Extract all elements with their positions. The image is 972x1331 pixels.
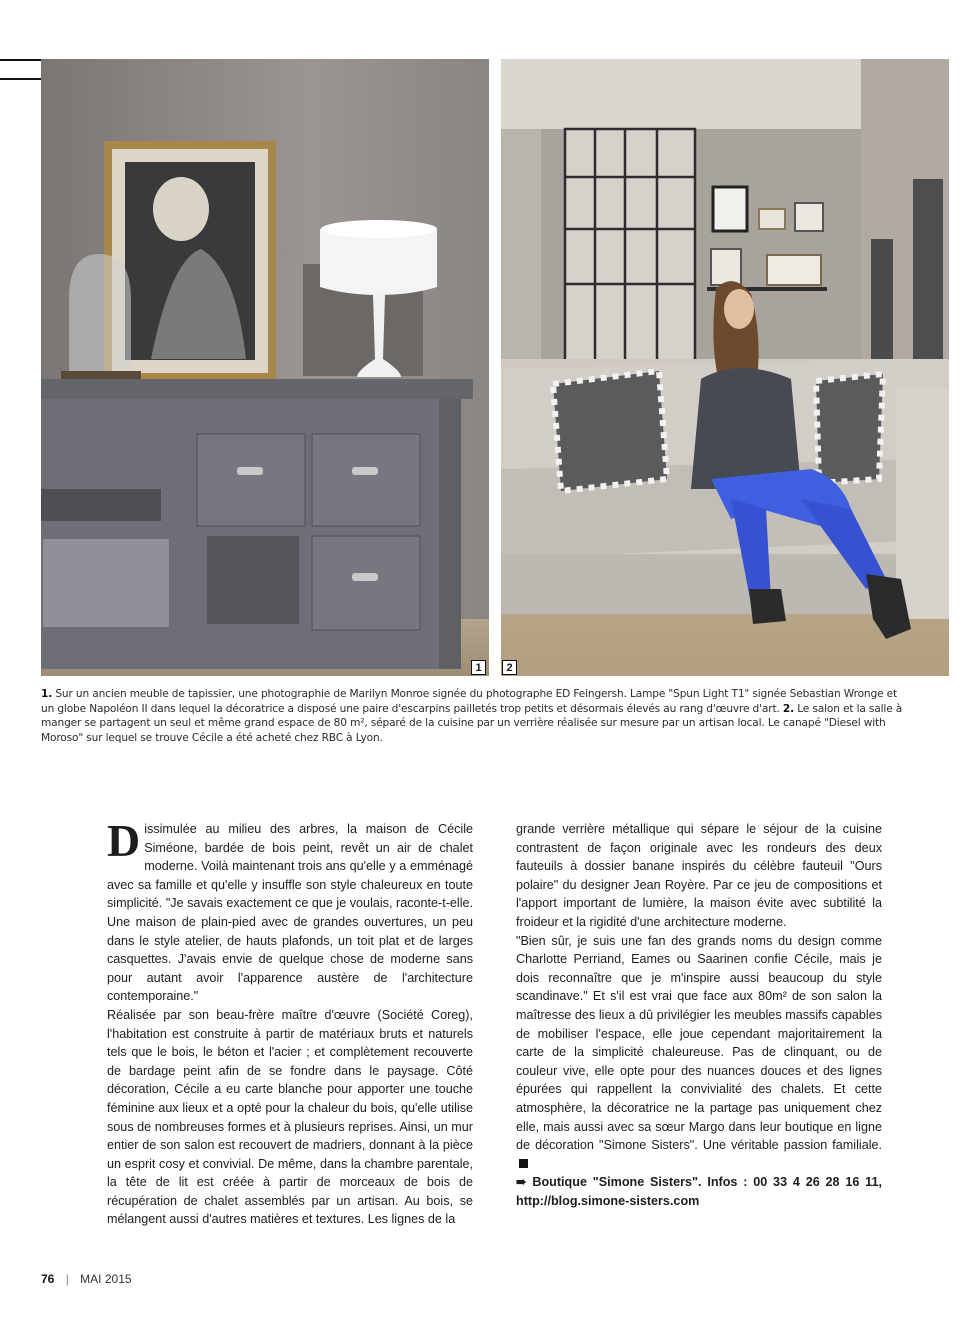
caption-text-2: Le salon et la salle à manger se partagent un seul et même grand espace de 80 m², séparé de la cuisine par un verrière réalisée sur mesure par un artisan local. Le canapé "Diesel with Moroso" sur lequel se trouve Cécile a été acheté chez RBC à Lyon. [41,702,903,744]
caption-number-1: 1. [41,688,53,700]
footer-separator: | [65,1272,69,1286]
article-paragraph-2: Réalisée par son beau-frère maître d'œuvre (Société Coreg), l'habitation est construite à partir de matériaux bruts et naturels tels que le bois, le béton et l'acier ; et complètement recouverte de bardage peint afin de se fondre dans le paysage. Côté décoration, Cécile a eu carte blanche pour apporter une touche féminine aux lieux et a opté pour la chaleur du bois, qu'elle utilise sous de nombreuses formes et à plusieurs reprises. Ainsi, un mur entier de son salon est recouvert de madriers, donnant à la pièce un esprit cosy et convivial. De même, dans la chambre parentale, la tête de lit est créée à partir de morceaux de bois de récupération de chalet assemblés par un artisan. Au bois, se mélangent aussi d'autres matières et textures. Les lignes de la [107,1007,473,1227]
sideboard-illustration [41,59,489,676]
issue-date: MAI 2015 [80,1272,132,1286]
article-paragraph-1 [107,815,473,1006]
article-column-2 [516,820,882,1210]
drop-cap: D [107,815,141,866]
photo-living-room [501,59,949,676]
photo-number-1: 1 [471,660,486,675]
article-paragraph-3: "Bien sûr, je suis une fan des grands noms du design comme Charlotte Perriand, Eames ou Saarinen confie Cécile, mais je dois reconnaître que je m'inspire aussi beaucoup du style scandinave." Et s'il est vrai que face aux 80m² de son salon la maîtresse des lieux a dû privilégier les meubles massifs capables de mobiliser l'espace, elle joue cependant majoritairement la carte de la simplicité chaleureuse. Pas de clinquant, ou de couleur vive, elle opte pour des nuances douces et des lignes épurées qui rappellent la convivialité des chalets. Et cette atmosphère, la décoratrice ne la partage pas uniquement chez elle, mais aussi avec sa sœur Margo dans leur boutique en ligne de décoration "Simone Sisters". Une véritable passion familiale. [516,932,882,1174]
article-paragraph-2-continued: grande verrière métallique qui sépare le séjour de la cuisine contrastent de façon originale avec les rondeurs des deux fauteuils à dossier banane inspirés du célèbre fauteuil "Ours polaire" du designer Jean Royère. Par ce jeu de compositions et l'apport important de lumière, la maison évite avec subtilité la froideur et la rigidité d'une architecture moderne. [516,822,882,929]
article-paragraph-1-text: issimulée au milieu des arbres, la maison de Cécile Siméone, bardée de bois peint, revêt un air de chalet moderne. Voilà maintenant trois ans qu'elle y a emménagé avec sa famille et qu'elle y insuffle son style chaleureux en toute simplicité. "Je savais exactement ce que je voulais, raconte-t-elle. Une maison de plain-pied avec de grandes ouvertures, un peu dans le style atelier, de hauts plafonds, un toit plat et de larges casquettes. J'avais envie de quelque chose de moderne sans pour autant avoir l'apparence austère de l'architecture contemporaine." [107,822,473,1004]
article-column-1 [107,815,473,1229]
arrow-icon: ➠ [516,1175,527,1190]
boutique-info-text: Boutique "Simone Sisters". Infos : 00 33 4 26 28 16 11, http://blog.simone-sisters.com [516,1175,882,1208]
caption-text-1: Sur un ancien meuble de tapissier, une photographie de Marilyn Monroe signée du photographe ED Feingersh. Lampe "Spun Light T1" signée Sebastian Wronge et un globe Napoléon II dans lequel la décoratrice a disposé une paire d'escarpins pailletés trop petits et désormais élevés au rang d'œuvre d'art. [41,688,898,715]
page-footer [41,1272,132,1286]
caption-number-2: 2. [782,702,794,715]
page-number: 76 [41,1272,55,1286]
living-room-illustration [501,59,949,676]
photo-sideboard [41,59,489,676]
photo-caption [41,687,909,745]
photo-number-2: 2 [502,660,517,675]
boutique-info [516,1173,882,1210]
end-mark [519,1159,528,1168]
